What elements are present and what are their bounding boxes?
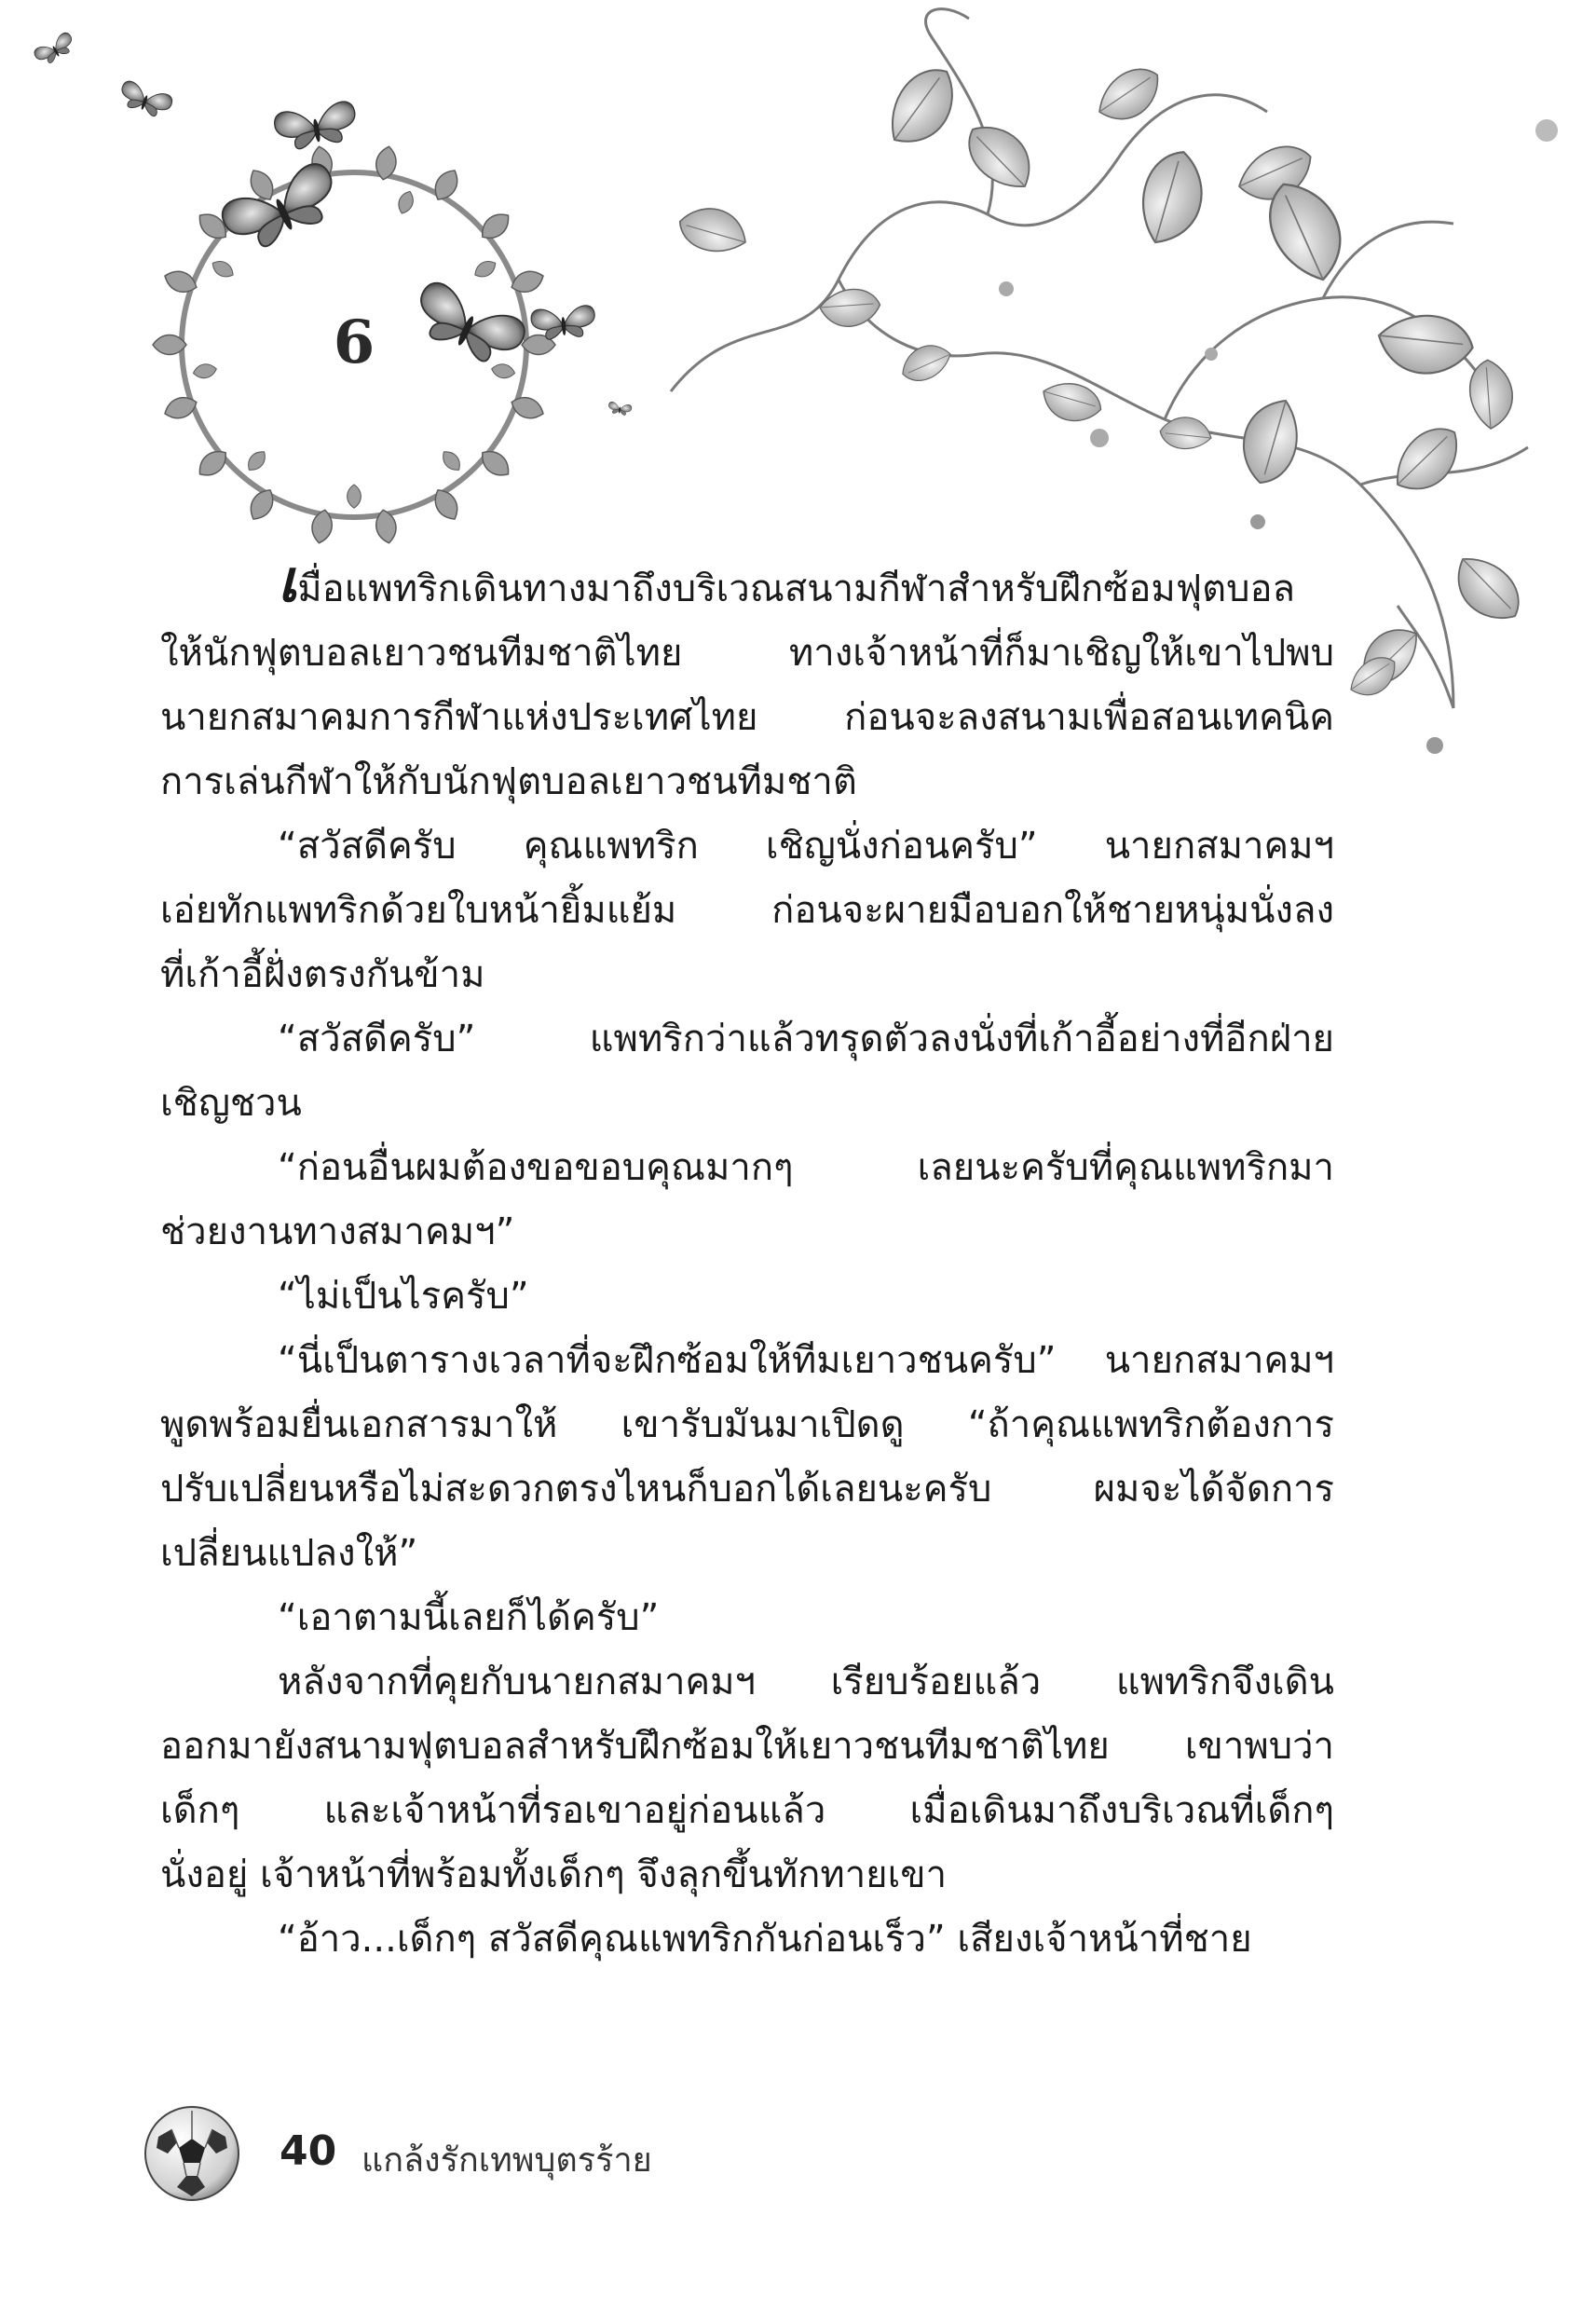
text-line-content: “เอาตามนี้เลยก็ได้ครับ” xyxy=(278,1596,660,1639)
text-line xyxy=(160,686,1334,750)
text-line-content: ที่เก้าอี้ฝั่งตรงกันข้าม xyxy=(160,953,485,996)
text-line xyxy=(160,1072,1334,1136)
text-line xyxy=(160,622,1334,686)
text-line-content: “สวัสดีครับ” แพทริกว่าแล้วทรุดตัวลงนั่งที่เก้าอี้อย่างที่อีกฝ่าย xyxy=(278,1018,1334,1060)
text-line-content: “สวัสดีครับ คุณแพทริก เชิญนั่งก่อนครับ” นายกสมาคมฯ xyxy=(278,825,1334,868)
text-line-content: “ก่อนอื่นผมต้องขอขอบคุณมากๆ เลยนะครับที่คุณแพทริกมา xyxy=(278,1146,1334,1189)
text-line-content: นายกสมาคมการกีฬาแห่งประเทศไทย ก่อนจะลงสนามเพื่อสอนเทคนิค xyxy=(160,696,1334,739)
page-number: 40 xyxy=(280,2127,337,2175)
text-line xyxy=(160,1200,1334,1265)
text-line xyxy=(160,1586,1334,1650)
text-line-content: เอ่ยทักแพทริกด้วยใบหน้ายิ้มแย้ม ก่อนจะผายมือบอกให้ชายหนุ่มนั่งลง xyxy=(160,889,1334,932)
text-line-content: เปลี่ยนแปลงให้” xyxy=(160,1532,418,1575)
text-line-content: ปรับเปลี่ยนหรือไม่สะดวกตรงไหนก็บอกได้เลยนะครับ ผมจะได้จัดการ xyxy=(160,1468,1334,1511)
text-line-content: “ไม่เป็นไรครับ” xyxy=(278,1275,529,1318)
text-line xyxy=(160,1715,1334,1779)
text-line-content: “นี่เป็นตารางเวลาที่จะฝึกซ้อมให้ทีมเยาวชนครับ” นายกสมาคมฯ xyxy=(278,1339,1334,1382)
text-line xyxy=(160,814,1334,879)
text-line xyxy=(160,1136,1334,1200)
text-line-content: ออกมายังสนามฟุตบอลสำหรับฝึกซ้อมให้เยาวชนทีมชาติไทย เขาพบว่า xyxy=(160,1725,1334,1768)
text-line xyxy=(160,750,1334,814)
text-line xyxy=(160,1265,1334,1329)
text-line xyxy=(160,547,1334,622)
text-line-content: หลังจากที่คุยกับนายกสมาคมฯ เรียบร้อยแล้ว แพทริกจึงเดิน xyxy=(278,1661,1334,1703)
text-line-content: เชิญชวน xyxy=(160,1082,302,1125)
drop-cap: เ xyxy=(278,547,298,615)
text-line xyxy=(160,879,1334,943)
text-line xyxy=(160,1522,1334,1586)
chapter-body xyxy=(160,547,1334,1972)
text-line-content: พูดพร้อมยื่นเอกสารมาให้ เขารับมันมาเปิดดู “ถ้าคุณแพทริกต้องการ xyxy=(160,1403,1334,1446)
text-line xyxy=(160,1843,1334,1908)
text-line xyxy=(160,1650,1334,1715)
text-line xyxy=(160,1779,1334,1843)
text-line xyxy=(160,1908,1334,1972)
text-line-content: นั่งอยู่ เจ้าหน้าที่พร้อมทั้งเด็กๆ จึงลุกขึ้นทักทายเขา xyxy=(160,1853,948,1896)
text-line xyxy=(160,943,1334,1007)
text-line-content: ช่วยงานทางสมาคมฯ” xyxy=(160,1210,515,1253)
text-line-content: “อ้าว...เด็กๆ สวัสดีคุณแพทริกกันก่อนเร็ว” เสียงเจ้าหน้าที่ชาย xyxy=(278,1918,1252,1961)
text-line-content: มื่อแพทริกเดินทางมาถึงบริเวณสนามกีฬาสำหรับฝึกซ้อมฟุตบอล xyxy=(297,567,1296,610)
chapter-number: 6 xyxy=(333,308,375,377)
text-line xyxy=(160,1457,1334,1522)
text-line xyxy=(160,1007,1334,1072)
text-line-content: เด็กๆ และเจ้าหน้าที่รอเขาอยู่ก่อนแล้ว เมื่อเดินมาถึงบริเวณที่เด็กๆ xyxy=(160,1789,1334,1832)
soccer-ball-icon xyxy=(140,2101,244,2206)
text-line-content: ให้นักฟุตบอลเยาวชนทีมชาติไทย ทางเจ้าหน้าที่ก็มาเชิญให้เขาไปพบ xyxy=(160,632,1334,675)
page-footer xyxy=(140,2101,792,2204)
text-line-content: การเล่นกีฬาให้กับนักฟุตบอลเยาวชนทีมชาติ xyxy=(160,760,857,803)
text-line xyxy=(160,1393,1334,1457)
book-title: แกล้งรักเทพบุตรร้าย xyxy=(361,2141,652,2180)
text-line xyxy=(160,1329,1334,1393)
